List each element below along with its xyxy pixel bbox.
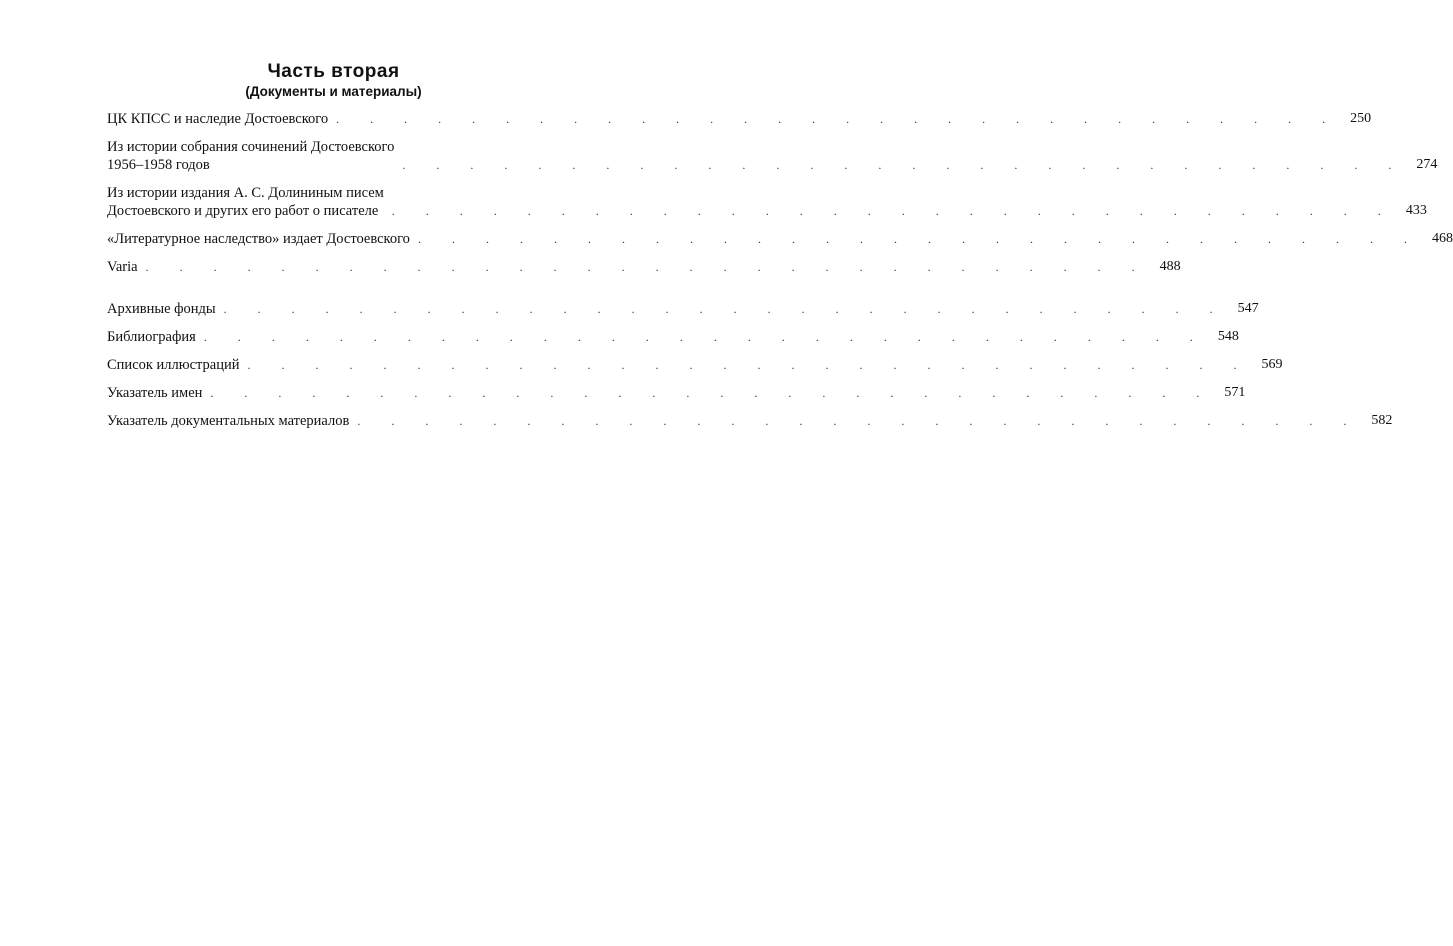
- toc-page-number: 548: [1217, 329, 1239, 344]
- dot-leader: . . . . . . . . . . . . . . . . . . . . . . . . . . . . . .: [223, 302, 1227, 316]
- toc-entry-title: Указатель имен: [107, 385, 203, 401]
- toc-entry[interactable]: [107, 384, 1246, 402]
- dot-leader: . . . . . . . . . . . . . . . . . . . . . . . . . . . . . .: [417, 232, 1421, 246]
- dot-leader: . . . . . . . . . . . . . . . . . . . . . . . . . . . . . .: [336, 112, 1340, 126]
- toc-page-number: 433: [1405, 203, 1427, 218]
- toc-entry[interactable]: [107, 328, 1239, 346]
- dot-leader: . . . . . . . . . . . . . . . . . . . . . . . . . . . . . .: [247, 358, 1251, 372]
- dot-leader: . . . . . . . . . . . . . . . . . . . . . . . . . . . . . .: [210, 386, 1214, 400]
- toc-entry[interactable]: [107, 230, 1453, 248]
- toc-entry[interactable]: [107, 412, 1393, 430]
- table-of-contents: [107, 110, 1453, 430]
- part-subtitle: (Документы и материалы): [245, 84, 422, 99]
- toc-entry-title: Varia: [107, 259, 138, 275]
- toc-entry[interactable]: [107, 184, 1427, 220]
- toc-entry[interactable]: [107, 300, 1259, 318]
- toc-page-number: 547: [1237, 301, 1259, 316]
- dot-leader: . . . . . . . . . . . . . . . . . . . . . . . . . . . . . .: [402, 158, 1406, 172]
- toc-page-number: 582: [1371, 413, 1393, 428]
- dot-leader: . . . . . . . . . . . . . . . . . . . . . . . . . . . . . .: [357, 414, 1361, 428]
- toc-page-number: 250: [1350, 111, 1372, 126]
- toc-entry[interactable]: [107, 110, 1372, 128]
- toc-page-number: 571: [1224, 385, 1246, 400]
- toc-entry[interactable]: [107, 258, 1181, 276]
- toc-page: [107, 61, 1453, 440]
- toc-page-number: 569: [1261, 357, 1283, 372]
- toc-page-number: 488: [1159, 259, 1181, 274]
- toc-entry-title: Список иллюстраций: [107, 357, 240, 373]
- toc-entry-title: Из истории собрания сочинений Достоевского 1956–1958 годов: [107, 139, 395, 173]
- dot-leader: . . . . . . . . . . . . . . . . . . . . . . . . . . . . . .: [391, 204, 1395, 218]
- toc-entry-title: ЦК КПСС и наследие Достоевского: [107, 111, 329, 127]
- toc-entry-title: «Литературное наследство» издает Достоевского: [107, 231, 410, 247]
- toc-entry-title: Из истории издания А. С. Долининым писем Достоевского и других его работ о писателе: [107, 185, 384, 219]
- toc-entry-title: Библиография: [107, 329, 196, 345]
- toc-entry[interactable]: [107, 138, 1438, 174]
- dot-leader: . . . . . . . . . . . . . . . . . . . . . . . . . . . . . .: [203, 330, 1207, 344]
- part-title: Часть вторая: [267, 61, 400, 82]
- toc-page-number: 468: [1431, 231, 1453, 246]
- toc-entry[interactable]: [107, 356, 1283, 374]
- dot-leader: . . . . . . . . . . . . . . . . . . . . . . . . . . . . . .: [145, 260, 1149, 274]
- toc-entry-title: Указатель документальных материалов: [107, 413, 350, 429]
- toc-page-number: 274: [1416, 157, 1438, 172]
- toc-entry-title: Архивные фонды: [107, 301, 216, 317]
